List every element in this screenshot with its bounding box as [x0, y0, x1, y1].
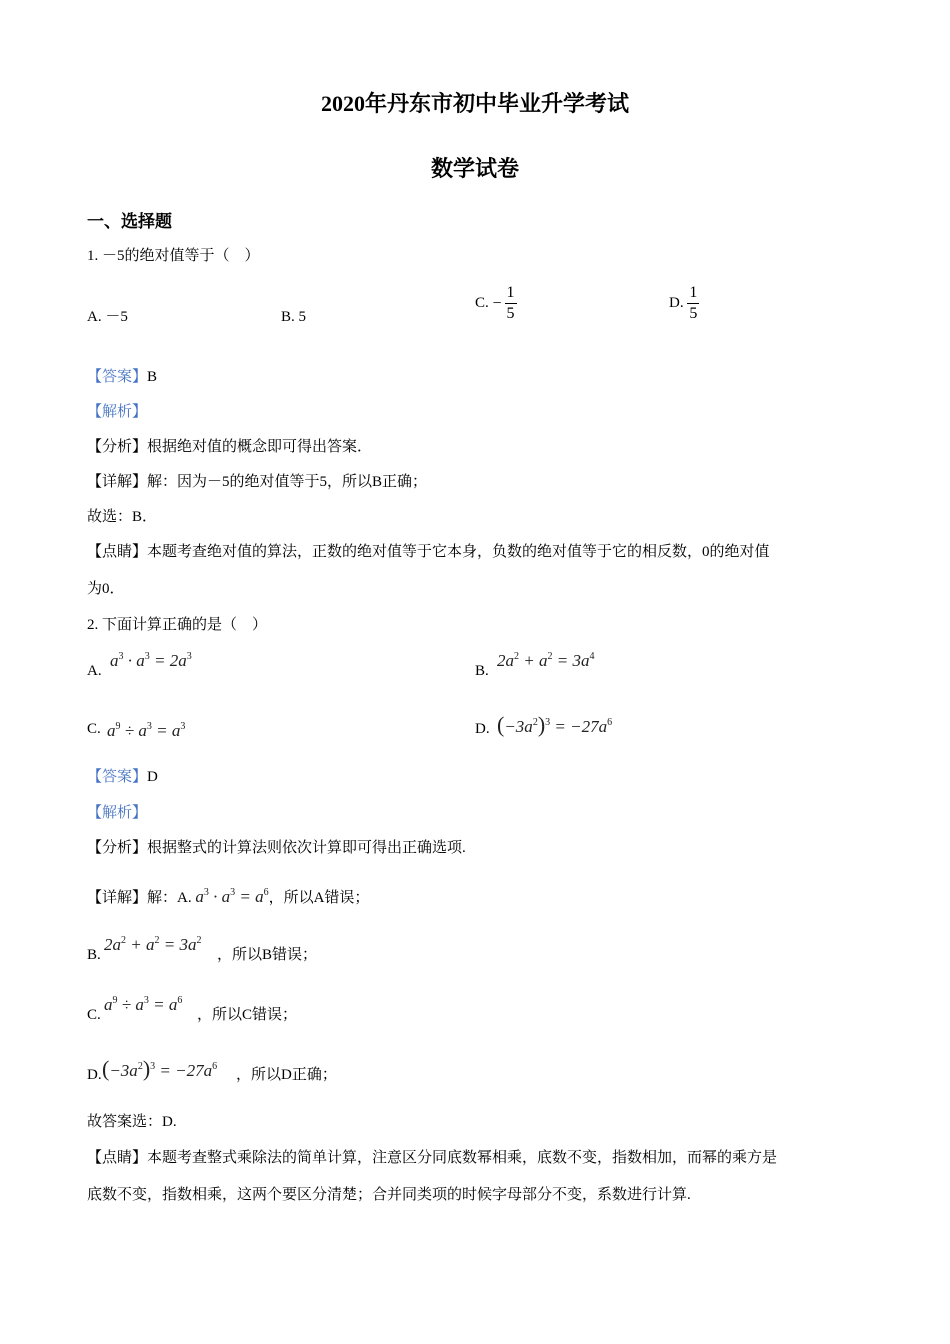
answer-value: B [147, 369, 158, 385]
answer-tag: 【答案】 [87, 769, 148, 785]
q2-step-a [87, 888, 369, 906]
step-d-formula: $(-3a^2)^3 = -27a^6$ [102, 1056, 218, 1081]
fraction-numerator: 1 [505, 285, 517, 304]
q1-conclusion: 故选：B． [87, 509, 158, 525]
q1-option-a [87, 310, 128, 325]
xiangjie-tag: 【详解】 [87, 474, 148, 490]
answer-tag: 【答案】 [87, 369, 148, 385]
q2-answer [87, 770, 158, 785]
minus-sign: − [492, 294, 502, 312]
q2-stem: 2. 下面计算正确的是（ ） [87, 617, 268, 633]
xiangjie-text: 解：因为－5的绝对值等于5，所以B正确； [147, 474, 428, 490]
fenxi-text: 根据整式的计算法则依次计算即可得出正确选项. [147, 840, 466, 856]
q1-stem: 1. －5的绝对值等于（ ） [87, 248, 260, 264]
q1-analysis-tag: 【解析】 [87, 404, 148, 420]
q1-dianjing-cont: 为0． [87, 581, 125, 597]
fenxi-tag: 【分析】 [87, 439, 148, 455]
q1-option-b: B. 5 [281, 309, 307, 325]
q2-option-a-formula: $a^3 \cdot a^3 = 2a^3$ [110, 651, 192, 670]
q2-option-b-label: B. [475, 663, 489, 679]
q2-option-d-formula: $(-3a^2)^3 = -27a^6$ [497, 712, 613, 737]
fraction-denominator: 5 [689, 305, 698, 322]
q2-option-a-label: A. [87, 663, 102, 679]
q2-option-d-label: D. [475, 721, 490, 737]
exam-subtitle: 数学试卷 [430, 156, 519, 181]
dianjing-text: 本题考查整式乘除法的简单计算，注意区分同底数幂相乘，底数不变，指数相加，而幂的乘方是 [147, 1150, 778, 1166]
q2-step-d-label: D. [87, 1067, 102, 1083]
q2-dianjing [87, 1151, 777, 1166]
step-b-formula: $2a^2 + a^2 = 3a^2$ [104, 935, 202, 954]
fraction-numerator: 1 [687, 285, 699, 304]
exam-title: 2020年丹东市初中毕业升学考试 [320, 91, 629, 116]
xiangjie-prefix: 解：A. [147, 890, 192, 906]
q2-conclusion: 故答案选：D. [87, 1114, 177, 1130]
q2-step-b-label: B. [87, 947, 101, 963]
step-a-suffix: ，所以A错误； [268, 890, 370, 906]
q2-option-b-formula: $2a^2 + a^2 = 3a^4$ [497, 651, 595, 670]
q1-xiangjie [87, 475, 427, 490]
q2-step-c [104, 996, 182, 1014]
q2-fenxi [87, 841, 466, 856]
q2-dianjing-cont: 底数不变，指数相乘，这两个要区分清楚；合并同类项的时候字母部分不变，系数进行计算. [87, 1187, 691, 1203]
answer-value: D [147, 769, 158, 785]
q1-option-c-label: C. [475, 295, 489, 311]
q1-option-d [669, 285, 699, 322]
fenxi-tag: 【分析】 [87, 840, 148, 856]
dianjing-tag: 【点睛】 [87, 1150, 148, 1166]
dianjing-tag: 【点睛】 [87, 544, 148, 560]
q1-option-a-value: －5 [105, 309, 128, 325]
q2-step-d [102, 1058, 217, 1080]
q1-answer [87, 370, 157, 385]
q2-step-c-suffix: ，所以C错误； [197, 1007, 298, 1023]
fenxi-text: 根据绝对值的概念即可得出答案． [147, 439, 373, 455]
q2-option-c-label: C. [87, 721, 101, 737]
q1-option-c [475, 285, 517, 322]
fraction-denominator: 5 [506, 305, 515, 322]
q1-dianjing [87, 545, 770, 560]
q2-analysis-tag: 【解析】 [87, 805, 148, 821]
fraction [687, 285, 699, 322]
q1-fenxi [87, 440, 372, 455]
q2-step-b-suffix: ，所以B错误； [217, 947, 318, 963]
step-a-formula: $a^3 \cdot a^3 = a^6$ [195, 887, 269, 906]
q1-option-a-label: A. [87, 309, 102, 325]
q1-option-d-label: D. [669, 295, 684, 311]
q2-option-c-formula: $a^9 \div a^3 = a^3$ [107, 721, 186, 740]
xiangjie-tag: 【详解】 [87, 890, 148, 906]
section-heading: 一、选择题 [87, 212, 172, 231]
q2-step-d-suffix: ，所以D正确； [236, 1067, 337, 1083]
dianjing-text: 本题考查绝对值的算法，正数的绝对值等于它本身，负数的绝对值等于它的相反数，0的绝对值 [147, 544, 770, 560]
q2-step-b [104, 936, 201, 954]
fraction [505, 285, 517, 322]
step-c-formula: $a^9 \div a^3 = a^6$ [104, 995, 183, 1014]
q2-step-c-label: C. [87, 1007, 101, 1023]
